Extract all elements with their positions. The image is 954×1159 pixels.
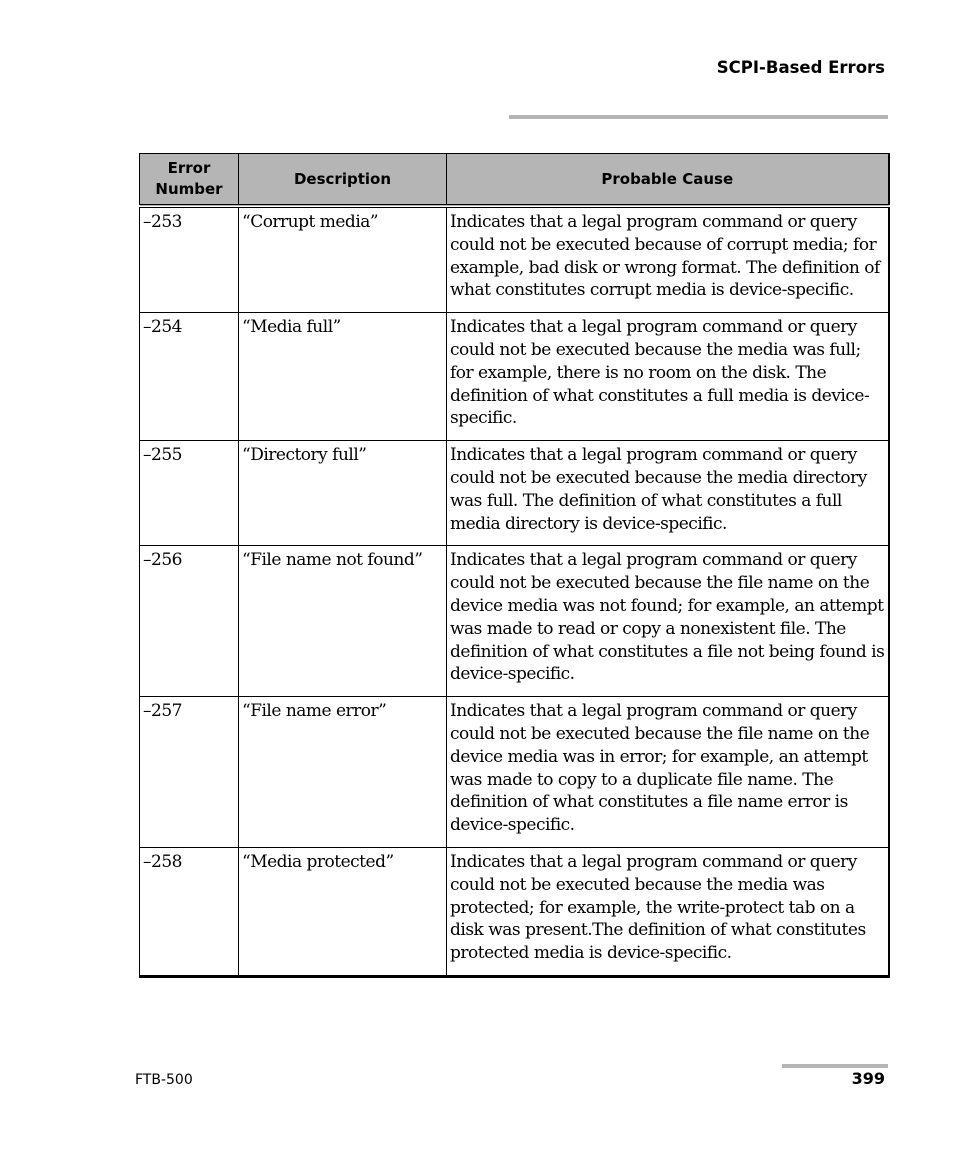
table-row [140,697,889,848]
footer-rule [782,1064,888,1068]
error-number-cell: –254 [140,313,239,441]
footer-product-name: FTB-500 [135,1072,193,1088]
header-rule [509,115,888,119]
error-table [139,153,890,978]
table-row [140,546,889,697]
description-cell: “Directory full” [239,441,447,546]
error-number-cell: –255 [140,441,239,546]
page-number: 399 [851,1069,885,1088]
description-cell: “File name error” [239,697,447,848]
table-row [140,847,889,976]
table-header-row [140,154,889,207]
column-header-error-number: Error Number [140,154,239,207]
section-title: SCPI-Based Errors [716,58,885,77]
probable-cause-cell: Indicates that a legal program command or query could not be executed because the media directory was full. The definition of what constitutes a full media directory is device-specific. [447,441,889,546]
error-number-cell: –253 [140,206,239,313]
table-row [140,206,889,313]
probable-cause-cell: Indicates that a legal program command or query could not be executed because the file name on the device media was in error; for example, an attempt was made to copy to a duplicate file name. The definition of what constitutes a file name error is device-specific. [447,697,889,848]
description-cell: “Media full” [239,313,447,441]
probable-cause-cell: Indicates that a legal program command or query could not be executed because the media was protected; for example, the write-protect tab on a disk was present.The definition of what constitutes protected media is device-specific. [447,847,889,976]
error-number-cell: –256 [140,546,239,697]
table-row [140,313,889,441]
probable-cause-cell: Indicates that a legal program command or query could not be executed because of corrupt media; for example, bad disk or wrong format. The definition of what constitutes corrupt media is device-specific. [447,206,889,313]
column-header-description: Description [239,154,447,207]
probable-cause-cell: Indicates that a legal program command or query could not be executed because the file name on the device media was not found; for example, an attempt was made to read or copy a nonexistent file. The definition of what constitutes a file not being found is device-specific. [447,546,889,697]
description-cell: “Corrupt media” [239,206,447,313]
description-cell: “File name not found” [239,546,447,697]
table-row [140,441,889,546]
error-number-cell: –258 [140,847,239,976]
description-cell: “Media protected” [239,847,447,976]
probable-cause-cell: Indicates that a legal program command or query could not be executed because the media was full; for example, there is no room on the disk. The definition of what constitutes a full media is device-specific. [447,313,889,441]
error-number-cell: –257 [140,697,239,848]
column-header-probable-cause: Probable Cause [447,154,889,207]
